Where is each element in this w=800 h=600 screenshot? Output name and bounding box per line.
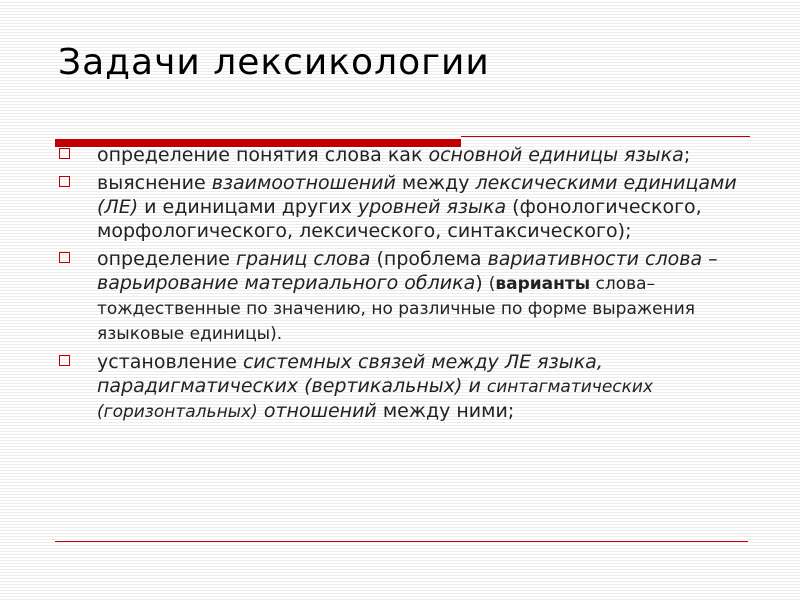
footer-divider [55, 541, 748, 542]
text-segment-italic: взаимоотношений [211, 172, 396, 194]
text-segment-italic: уровней языка [357, 196, 507, 218]
list-item [57, 350, 747, 424]
text-segment: (фонологического, морфологического, лексического, синтаксического); [97, 196, 702, 242]
hollow-square-icon [59, 176, 70, 187]
text-segment-bold: варианты [495, 274, 591, 294]
item-text [97, 144, 690, 166]
text-segment: и единицами других [138, 196, 358, 218]
text-segment: между ними; [376, 400, 515, 422]
item-text [97, 248, 718, 344]
text-segment: ) [475, 272, 489, 294]
text-segment-italic-small: синтагматических (горизонтальных) [97, 377, 654, 422]
text-segment-italic: основной единицы языка [428, 144, 684, 166]
text-segment: определение понятия слова как [97, 144, 429, 166]
list-item [57, 143, 747, 167]
text-segment-italic: системных связей между ЛЕ языка, парадигматических (вертикальных) и [97, 351, 603, 397]
text-segment: между [395, 172, 476, 194]
hollow-square-icon [59, 148, 70, 159]
text-segment-small: ( [488, 274, 496, 294]
text-segment-italic: лексическими единицами (ЛЕ) [97, 172, 737, 218]
text-segment: определение [97, 248, 236, 270]
hollow-square-icon [59, 252, 70, 263]
list-item [57, 171, 747, 243]
text-segment-small: слова– тождественные по значению, но различные по форме выражения языковые единицы). [97, 274, 696, 344]
item-text [97, 351, 653, 422]
text-segment: установление [97, 351, 243, 373]
slide-title: Задачи лексикологии [58, 42, 490, 83]
task-list [57, 143, 747, 428]
list-item [57, 247, 747, 346]
text-segment-italic: границ слова [235, 248, 371, 270]
text-segment-italic: отношений [257, 400, 377, 422]
item-text [97, 172, 737, 242]
text-segment: выяснение [97, 172, 212, 194]
text-segment: (проблема [370, 248, 488, 270]
hollow-square-icon [59, 355, 70, 366]
text-segment-italic: вариативности слова – варьирование материального облика [97, 248, 718, 294]
text-segment: ; [683, 144, 691, 166]
title-underline-thin [461, 136, 750, 137]
